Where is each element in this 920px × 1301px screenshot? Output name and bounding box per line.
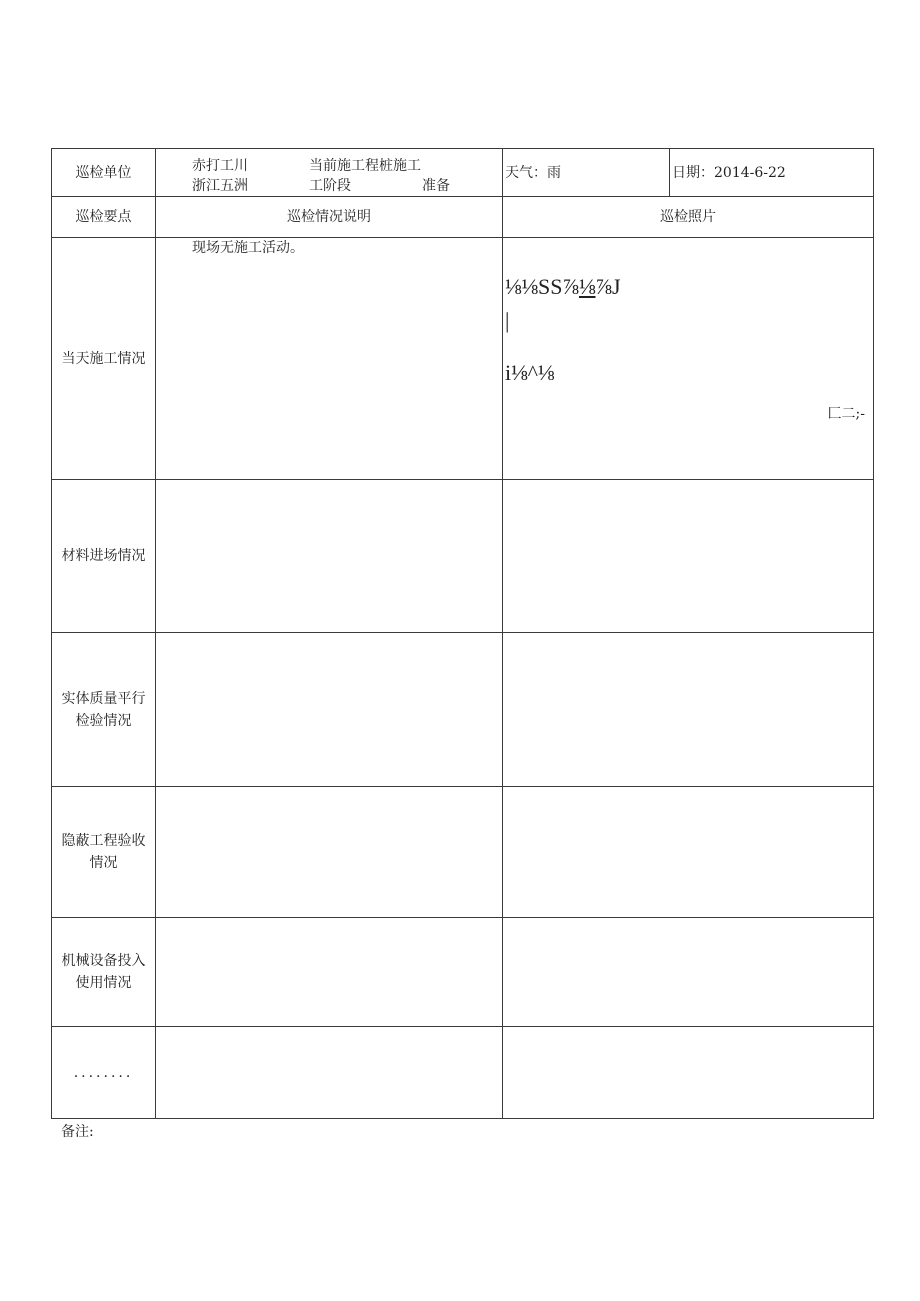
header-row bbox=[52, 149, 874, 197]
row-label bbox=[52, 918, 156, 1027]
photo-ocr-corner: 匚二;- bbox=[827, 406, 865, 422]
photo-cell[interactable] bbox=[503, 480, 874, 633]
row-label-line1: 实体质量平行 bbox=[61, 690, 146, 707]
row-label: 材料进场情况 bbox=[52, 480, 156, 633]
description-text: 现场无施工活动。 bbox=[192, 240, 304, 256]
date-field: 日期：2014-6-22 bbox=[670, 149, 874, 197]
photo-cell[interactable] bbox=[503, 918, 874, 1027]
unit-info bbox=[156, 149, 503, 197]
weather-field: 天气：雨 bbox=[503, 149, 670, 197]
photo-cell[interactable] bbox=[503, 1027, 874, 1119]
row-concealed-work bbox=[52, 787, 874, 918]
stage-suffix: 准备 bbox=[422, 178, 450, 194]
col-photos: 巡检照片 bbox=[503, 197, 874, 238]
row-material-entry bbox=[52, 480, 874, 633]
inspection-table bbox=[51, 148, 874, 1119]
row-quality-inspection bbox=[52, 633, 874, 787]
row-label bbox=[52, 787, 156, 918]
row-label: 当天施工情况 bbox=[52, 238, 156, 480]
unit-name-line1: 赤打工川 bbox=[192, 158, 248, 174]
photo-cell[interactable] bbox=[503, 633, 874, 787]
stage-line2: 工阶段 bbox=[309, 178, 351, 194]
description-cell[interactable] bbox=[156, 633, 503, 787]
photo-ocr-line2: | bbox=[505, 308, 510, 333]
photo-ocr-line3: i⅛^⅛ bbox=[505, 360, 555, 385]
row-more bbox=[52, 1027, 874, 1119]
row-today-construction bbox=[52, 238, 874, 480]
row-label-line2: 使用情况 bbox=[75, 975, 132, 991]
unit-label: 巡检单位 bbox=[52, 149, 156, 197]
row-label-line2: 检验情况 bbox=[75, 712, 132, 729]
col-description: 巡检情况说明 bbox=[156, 197, 503, 238]
row-label-line1: 机械设备投入 bbox=[61, 953, 146, 969]
remark-label: 备注: bbox=[61, 1124, 94, 1140]
description-cell[interactable] bbox=[156, 238, 503, 480]
row-label-line1: 隐蔽工程验收 bbox=[61, 833, 146, 849]
description-cell[interactable] bbox=[156, 1027, 503, 1119]
row-machinery bbox=[52, 918, 874, 1027]
unit-name-line2: 浙江五洲 bbox=[192, 178, 248, 194]
col-key-points: 巡检要点 bbox=[52, 197, 156, 238]
stage-line1: 当前施工程桩施工 bbox=[309, 158, 421, 174]
photo-ocr-line1: ⅛⅛SS⅞⅛⅞J bbox=[505, 274, 621, 299]
photo-cell[interactable] bbox=[503, 238, 874, 480]
row-label-ellipsis: ........ bbox=[52, 1027, 156, 1119]
description-cell[interactable] bbox=[156, 787, 503, 918]
photo-cell[interactable] bbox=[503, 787, 874, 918]
column-header-row bbox=[52, 197, 874, 238]
row-label-line2: 情况 bbox=[89, 855, 118, 871]
row-label bbox=[52, 633, 156, 787]
description-cell[interactable] bbox=[156, 480, 503, 633]
description-cell[interactable] bbox=[156, 918, 503, 1027]
